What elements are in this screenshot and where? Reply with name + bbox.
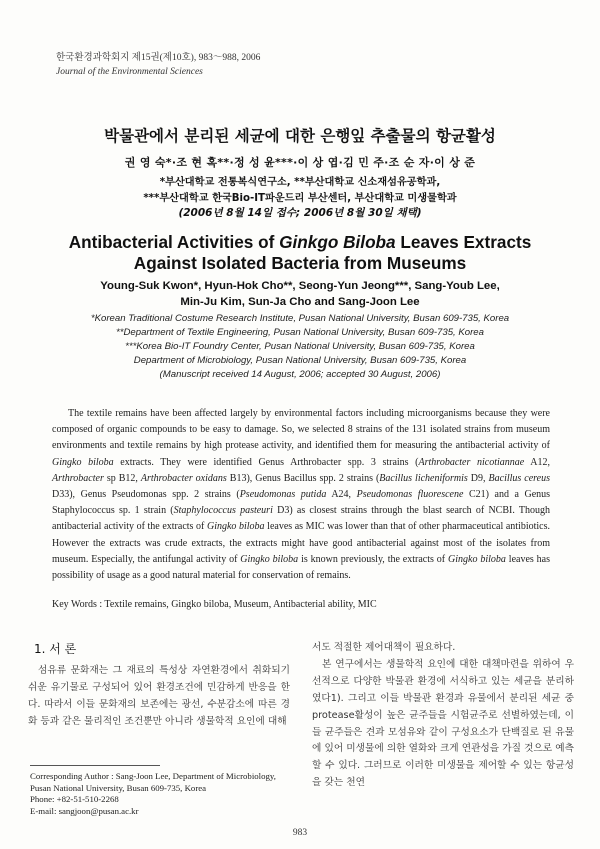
corresponding-author-footnote — [30, 771, 292, 817]
species-name: Arthrobacter — [52, 472, 104, 484]
species-name: Gingko biloba — [240, 553, 299, 565]
left-column — [28, 640, 290, 731]
species-name: Arthrobacter nicotiannae — [418, 456, 525, 468]
abstract-text: C21) and a Genus Staphylococcus sp. 1 strain ( — [52, 489, 551, 517]
abstract-text: B13), Genus Bacillus spp. 2 strains ( — [226, 472, 380, 484]
title-text: Antibacterial Activities of — [68, 232, 280, 252]
abstract-text: A12, — [524, 456, 550, 468]
intro-body-right — [312, 640, 574, 792]
keywords: Key Words : Textile remains, Gingko biloba, Museum, Antibacterial ability, MIC — [52, 599, 377, 610]
abstract-paragraph — [52, 406, 550, 584]
english-authors — [0, 278, 600, 310]
affiliation-line: Department of Microbiology, Pusan National University, Busan 609-735, Korea — [133, 355, 467, 366]
affiliation-line: ***Korea Bio-IT Foundry Center, Pusan National University, Busan 609-735, Korea — [125, 341, 475, 352]
intro-body-left — [28, 663, 290, 731]
abstract-text: sp B12, — [103, 472, 141, 484]
abstract-text: D33), Genus Pseudomonas spp. 2 strains ( — [52, 489, 240, 501]
affiliation-line: **Department of Textile Engineering, Pusan National University, Busan 609-735, Korea — [116, 327, 484, 338]
english-title-line-1 — [0, 232, 600, 253]
species-name: Gingko biloba — [52, 456, 114, 468]
abstract-text: leaves as MIC was lower than that of other pharmaceutical antibiotics. However the extracts was crude extracts, the extracts might have good antibacterial against most of the isolates from museum. Especially, the antifungal activity of — [52, 521, 550, 565]
species-name: Gingko biloba — [206, 521, 265, 533]
abstract-text: D9, — [467, 472, 489, 484]
korean-affiliation-1: *부산대학교 전통복식연구소, **부산대학교 신소재섬유공학과, — [159, 177, 441, 188]
footnote-divider — [30, 765, 160, 766]
abstract-text: is known previously, the extracts of — [298, 553, 449, 565]
abstract-text: leaves has possibility of usage as a good natural material for conservation of remains. — [52, 553, 550, 582]
right-column — [312, 640, 574, 792]
abstract-text: D3) as closest strains through the blast search of NCBI. Though antibacterial activity of the extracts of — [52, 505, 551, 533]
english-affiliations — [0, 312, 600, 382]
species-name: Arthrobacter oxidans — [140, 472, 227, 484]
abstract-text: A24, — [326, 489, 357, 501]
korean-received-date: (2006년 8월 14일 접수; 2006년 8월 30일 채택) — [178, 207, 422, 219]
abstract — [52, 406, 550, 584]
species-name: Pseudomonas fluorescene — [356, 489, 464, 501]
species-name: Gingko biloba — [448, 553, 506, 565]
korean-affiliation-2: ***부산대학교 한국Bio-IT파운드리 부산센터, 부산대학교 미생물학과 — [143, 193, 457, 204]
species-name: Bacillus licheniformis — [379, 472, 468, 484]
english-authors-line-1: Young-Suk Kwon*, Hyun-Hok Cho**, Seong-Yun Jeong***, Sang-Youb Lee, — [100, 280, 500, 292]
english-title-line-2: Against Isolated Bacteria from Museums — [133, 253, 467, 273]
english-title — [0, 232, 600, 274]
english-authors-line-2: Min-Ju Kim, Sun-Ja Cho and Sang-Joon Lee — [180, 296, 420, 308]
footnote-author: Corresponding Author : Sang-Joon Lee, Department of Microbiology, Pusan National University, Busan 609-735, Korea — [30, 771, 276, 793]
page-number: 983 — [292, 828, 308, 838]
affiliation-line: *Korean Traditional Costume Research Institute, Pusan National University, Busan 609-735, Korea — [90, 313, 510, 324]
title-text-end: Leaves Extracts — [395, 232, 532, 252]
section-heading-introduction: 1. 서 론 — [34, 642, 77, 656]
abstract-text: The textile remains have been affected largely by environmental factors including microorganisms because they were composed of organic compounds to be easy to damage. So, we selected 8 strains of the 131 isolated strains from museum environments and textile remains by high protease activity, and identified them for measuring the antibacterial activity of — [52, 408, 550, 452]
korean-title: 박물관에서 분리된 세균에 대한 은행잎 추출물의 항균활성 — [104, 127, 496, 145]
manuscript-dates: (Manuscript received 14 August, 2006; accepted 30 August, 2006) — [159, 369, 441, 380]
journal-header — [56, 51, 356, 79]
title-italic-species: Ginkgo Biloba — [279, 232, 396, 252]
journal-name: Journal of the Environmental Sciences — [56, 67, 203, 77]
intro-paragraph: 본 연구에서는 생물학적 요인에 대한 대책마련을 위하여 우선적으로 다양한 박물관 환경에 서식하고 있는 세균을 분리하였다1). 그리고 이들 박물관 환경과 유물에서 분리된 세균 중 protease활성이 높은 균주들을 시험균주로 선별하였는데, 이들 균주들은 견과 모섬유와 같이 구성요소가 단백질로 된 유물에 있어 미생물에 의한 열화와 크게 연관성을 가질 것으로 예측할 수 있다. 그러므로 이러한 미생물을 제어할 수 있는 항균성을 갖는 천연 — [312, 658, 574, 789]
footnote-email: E-mail: sangjoon@pusan.ac.kr — [30, 805, 139, 816]
intro-paragraph: 섬유류 문화재는 그 재료의 특성상 자연환경에서 취화되기 쉬운 유기물로 구성되어 있어 환경조건에 민감하게 반응을 한다. 따라서 이들 문화재의 보존에는 광선, 수분감소에 따른 경화 등과 같은 물리적인 조건뿐만 아니라 생물학적 요인에 대해 — [28, 665, 290, 727]
species-name: Bacillus cereus — [488, 472, 550, 484]
abstract-text: extracts. They were identified Genus Arthrobacter spp. 3 strains ( — [113, 456, 419, 468]
journal-citation: 한국환경과학회지 제15권(제10호), 983～988, 2006 — [56, 53, 261, 63]
species-name: Pseudomonas putida — [239, 489, 327, 501]
species-name: Staphylococcus pasteuri — [173, 505, 273, 517]
korean-authors: 권 영 숙*·조 현 혹**·정 성 윤***·이 상 엽·김 민 주·조 순 자·이 상 준 — [124, 156, 476, 169]
intro-continued-line: 서도 적절한 제어대책이 필요하다. — [312, 642, 456, 653]
footnote-phone: Phone: +82-51-510-2268 — [30, 794, 119, 805]
